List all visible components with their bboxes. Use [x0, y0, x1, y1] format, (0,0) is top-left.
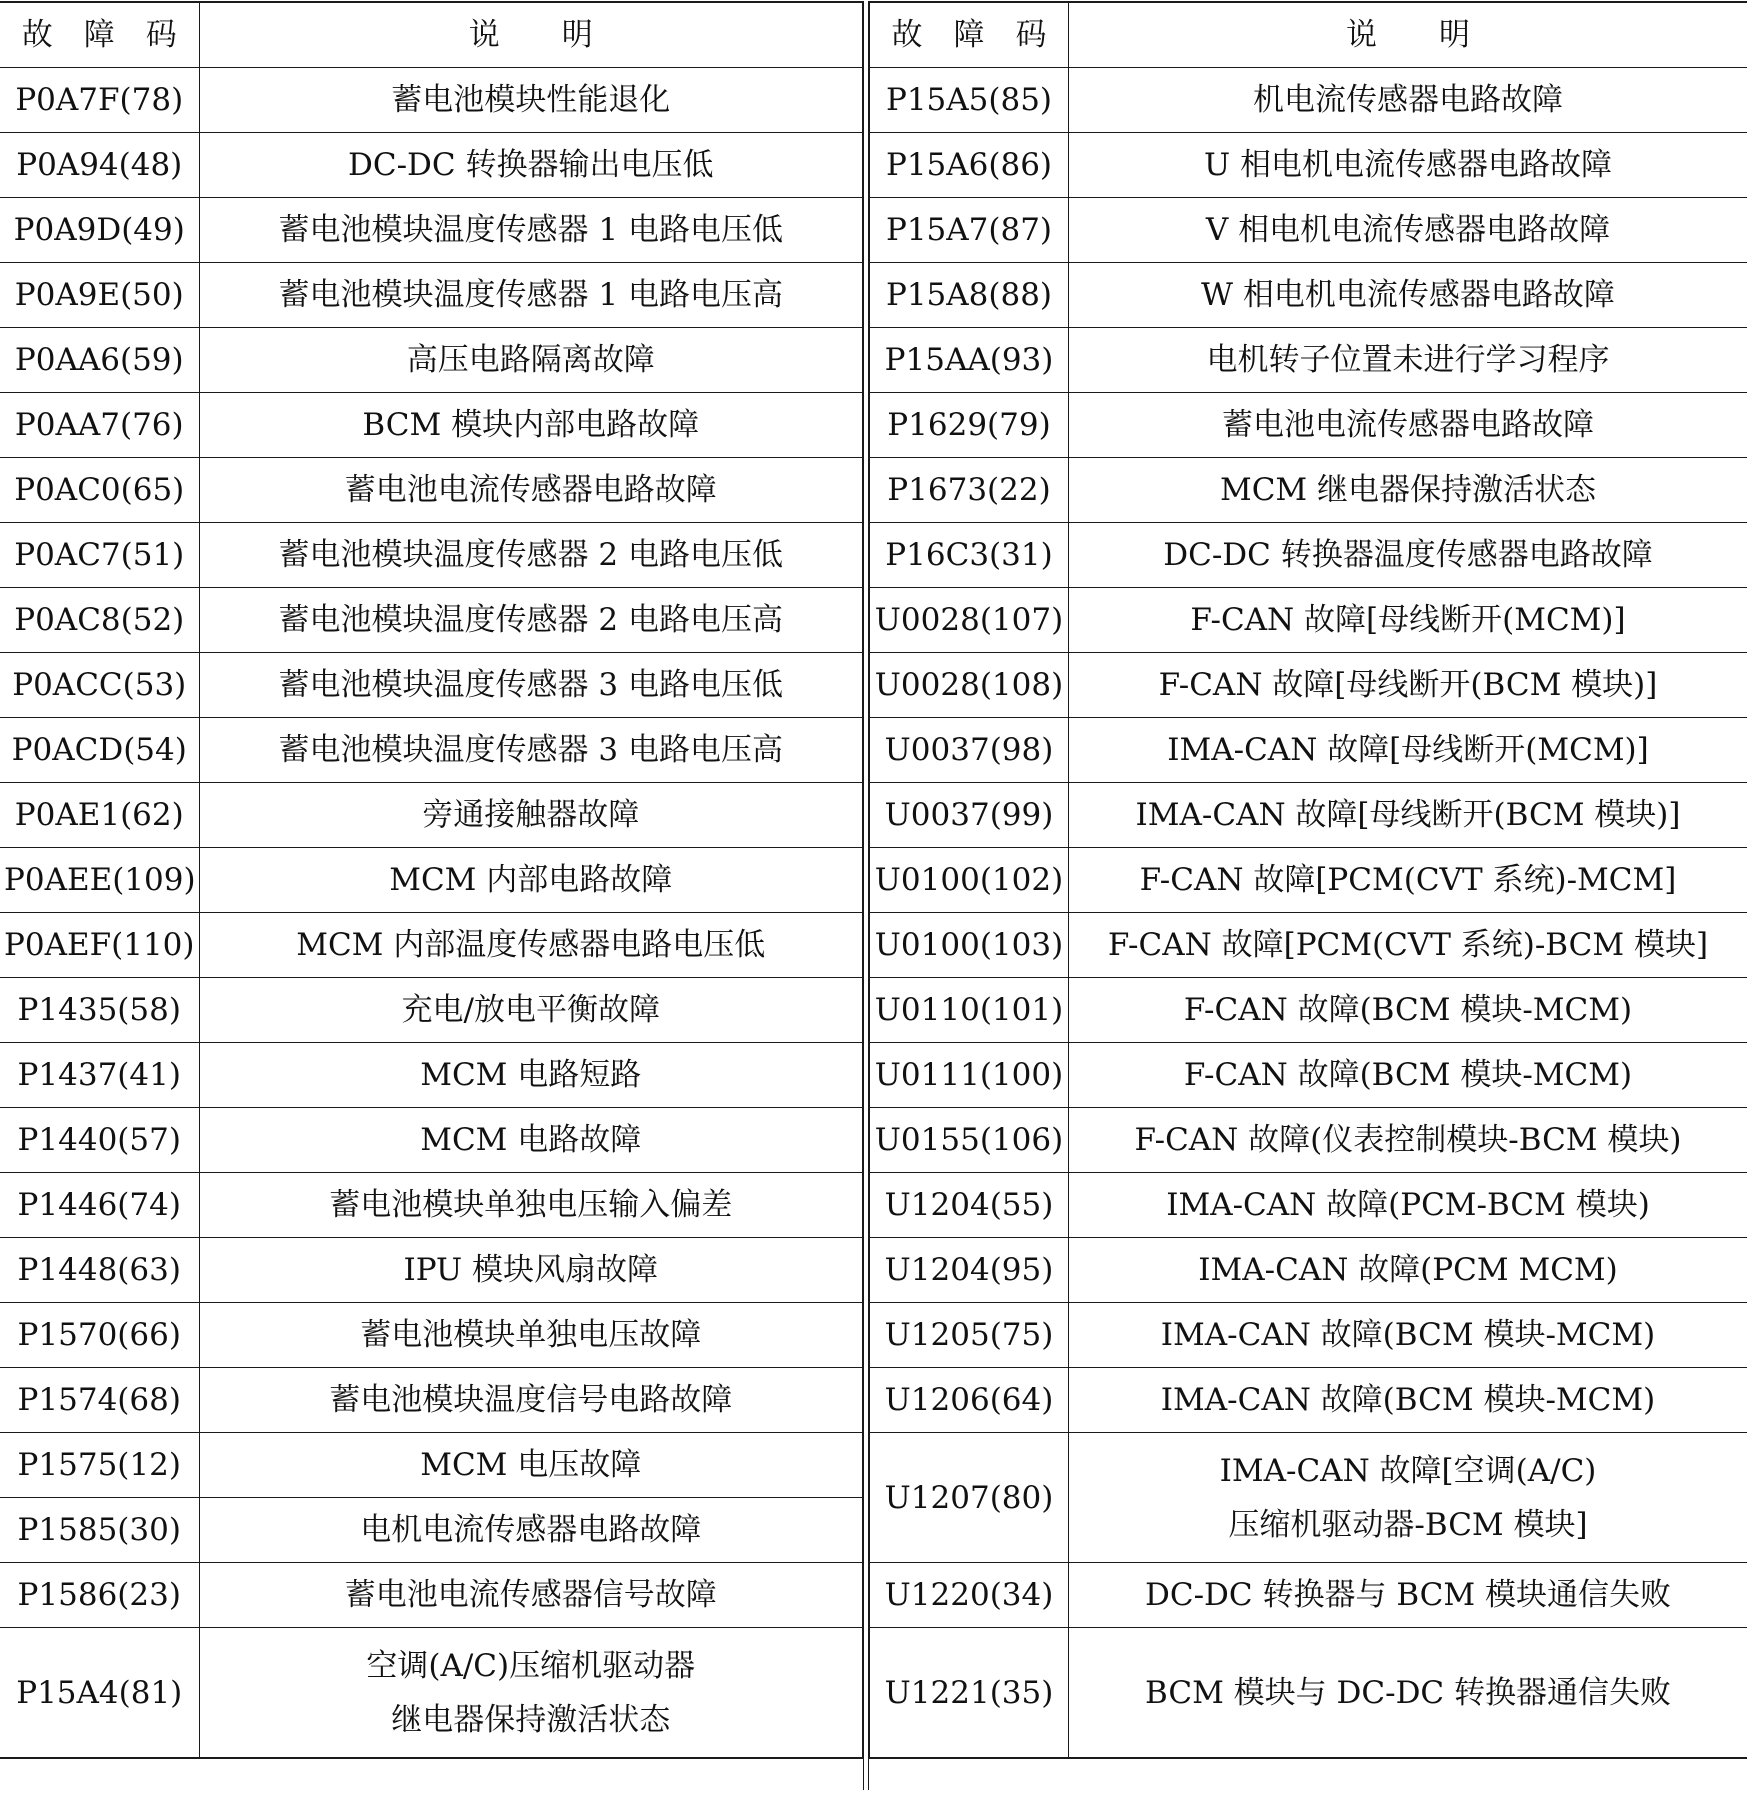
table-row: [0, 653, 863, 718]
fault-code-cell: P1575(12): [0, 1433, 199, 1498]
table-row: [0, 1108, 863, 1173]
description-cell: 蓄电池电流传感器信号故障: [199, 1563, 863, 1628]
table-row: [0, 718, 863, 783]
fault-code-cell: U0028(107): [870, 588, 1069, 653]
table-row: [870, 263, 1747, 328]
fault-code-cell: U0100(103): [870, 913, 1069, 978]
fault-code-cell: P1446(74): [0, 1173, 199, 1238]
description-cell: BCM 模块内部电路故障: [199, 393, 863, 458]
table-row: [0, 1433, 863, 1498]
table-row: [0, 523, 863, 588]
table-row: [0, 393, 863, 458]
table-row: [0, 1173, 863, 1238]
table-row: [870, 1238, 1747, 1303]
fault-code-cell: P0AEF(110): [0, 913, 199, 978]
description-cell: U 相电机电流传感器电路故障: [1069, 133, 1747, 198]
fault-code-cell: P0AA7(76): [0, 393, 199, 458]
fault-code-cell: U0037(98): [870, 718, 1069, 783]
description-cell: IMA-CAN 故障[母线断开(BCM 模块)]: [1069, 783, 1747, 848]
table-row: [870, 1368, 1747, 1433]
description-cell: IMA-CAN 故障[母线断开(MCM)]: [1069, 718, 1747, 783]
description-cell: [1069, 1433, 1747, 1563]
table-row: [0, 458, 863, 523]
fault-code-cell: P0AEE(109): [0, 848, 199, 913]
table-row: [870, 198, 1747, 263]
description-cell: IMA-CAN 故障(PCM-BCM 模块): [1069, 1173, 1747, 1238]
fault-code-cell: U1205(75): [870, 1303, 1069, 1368]
description-line: 继电器保持激活状态: [391, 1701, 671, 1738]
description-cell: BCM 模块与 DC-DC 转换器通信失败: [1069, 1628, 1747, 1759]
description-cell: 蓄电池模块性能退化: [199, 68, 863, 133]
table-row: [0, 198, 863, 263]
description-cell: 旁通接触器故障: [199, 783, 863, 848]
description-cell: MCM 电压故障: [199, 1433, 863, 1498]
description-cell: 蓄电池模块温度传感器 1 电路电压低: [199, 198, 863, 263]
description-cell: F-CAN 故障[PCM(CVT 系统)-MCM]: [1069, 848, 1747, 913]
table-row: [870, 653, 1747, 718]
fault-code-cell: P0A9E(50): [0, 263, 199, 328]
description-cell: 蓄电池模块温度传感器 1 电路电压高: [199, 263, 863, 328]
description-cell: F-CAN 故障(BCM 模块-MCM): [1069, 1043, 1747, 1108]
table-row: [870, 1563, 1747, 1628]
fault-code-cell: P0AC0(65): [0, 458, 199, 523]
table-row: [870, 1108, 1747, 1173]
table-row: [870, 1173, 1747, 1238]
description-cell: 高压电路隔离故障: [199, 328, 863, 393]
table-header-row: [0, 2, 863, 68]
table-header-row: [870, 2, 1747, 68]
fault-code-cell: P15A8(88): [870, 263, 1069, 328]
header-description: 说 明: [1069, 2, 1747, 68]
fault-code-cell: P1586(23): [0, 1563, 199, 1628]
dtc-table-right: [869, 1, 1747, 1759]
description-cell: 电机转子位置未进行学习程序: [1069, 328, 1747, 393]
fault-code-cell: P1435(58): [0, 978, 199, 1043]
fault-code-cell: U0155(106): [870, 1108, 1069, 1173]
table-row: [870, 718, 1747, 783]
fault-code-cell: U1221(35): [870, 1628, 1069, 1759]
dtc-table-left: [0, 1, 863, 1759]
table-row: [870, 588, 1747, 653]
table-row: [870, 393, 1747, 458]
fault-code-cell: U0028(108): [870, 653, 1069, 718]
table-row: [0, 1628, 863, 1759]
fault-code-cell: U0100(102): [870, 848, 1069, 913]
table-row: [0, 783, 863, 848]
description-cell: IMA-CAN 故障(BCM 模块-MCM): [1069, 1303, 1747, 1368]
fault-code-cell: P1570(66): [0, 1303, 199, 1368]
fault-code-cell: U0110(101): [870, 978, 1069, 1043]
table-row: [870, 133, 1747, 198]
description-cell: IMA-CAN 故障(BCM 模块-MCM): [1069, 1368, 1747, 1433]
header-fault-code: 故 障 码: [0, 2, 199, 68]
table-row: [0, 1238, 863, 1303]
description-line: 空调(A/C)压缩机驱动器: [366, 1647, 696, 1684]
table-row: [870, 978, 1747, 1043]
table-row: [0, 1368, 863, 1433]
fault-code-cell: P0A9D(49): [0, 198, 199, 263]
fault-code-cell: P0A94(48): [0, 133, 199, 198]
table-row: [870, 458, 1747, 523]
description-cell: F-CAN 故障[PCM(CVT 系统)-BCM 模块]: [1069, 913, 1747, 978]
description-line: 压缩机驱动器-BCM 模块]: [1228, 1506, 1588, 1543]
table-row: [870, 1628, 1747, 1759]
description-cell: 充电/放电平衡故障: [199, 978, 863, 1043]
description-cell: 蓄电池模块温度传感器 3 电路电压低: [199, 653, 863, 718]
description-cell: 蓄电池电流传感器电路故障: [1069, 393, 1747, 458]
table-row: [870, 913, 1747, 978]
table-row: [0, 588, 863, 653]
fault-code-cell: U1206(64): [870, 1368, 1069, 1433]
table-row: [870, 328, 1747, 393]
fault-code-cell: P1437(41): [0, 1043, 199, 1108]
fault-code-cell: P0AA6(59): [0, 328, 199, 393]
table-row: [0, 1303, 863, 1368]
fault-code-cell: U0037(99): [870, 783, 1069, 848]
fault-code-cell: U0111(100): [870, 1043, 1069, 1108]
table-row: [870, 1043, 1747, 1108]
fault-code-cell: P1673(22): [870, 458, 1069, 523]
table-row: [0, 1043, 863, 1108]
table-row: [0, 978, 863, 1043]
fault-code-cell: P15A6(86): [870, 133, 1069, 198]
table-row: [0, 263, 863, 328]
description-cell: IPU 模块风扇故障: [199, 1238, 863, 1303]
table-row: [870, 1303, 1747, 1368]
fault-code-cell: P1629(79): [870, 393, 1069, 458]
table-row: [0, 1498, 863, 1563]
description-cell: MCM 继电器保持激活状态: [1069, 458, 1747, 523]
description-cell: 蓄电池电流传感器电路故障: [199, 458, 863, 523]
table-row: [870, 783, 1747, 848]
description-cell: MCM 电路短路: [199, 1043, 863, 1108]
fault-code-cell: U1204(55): [870, 1173, 1069, 1238]
description-cell: DC-DC 转换器与 BCM 模块通信失败: [1069, 1563, 1747, 1628]
description-cell: [199, 1628, 863, 1759]
table-row: [0, 68, 863, 133]
description-cell: IMA-CAN 故障(PCM MCM): [1069, 1238, 1747, 1303]
header-fault-code: 故 障 码: [870, 2, 1069, 68]
description-cell: F-CAN 故障(BCM 模块-MCM): [1069, 978, 1747, 1043]
description-line: IMA-CAN 故障[空调(A/C): [1219, 1452, 1597, 1489]
description-cell: 机电流传感器电路故障: [1069, 68, 1747, 133]
description-cell: F-CAN 故障[母线断开(MCM)]: [1069, 588, 1747, 653]
fault-code-cell: U1207(80): [870, 1433, 1069, 1563]
description-cell: 电机电流传感器电路故障: [199, 1498, 863, 1563]
description-cell: MCM 电路故障: [199, 1108, 863, 1173]
description-cell: MCM 内部电路故障: [199, 848, 863, 913]
fault-code-cell: P0ACD(54): [0, 718, 199, 783]
fault-code-cell: P1574(68): [0, 1368, 199, 1433]
fault-code-cell: P0AC7(51): [0, 523, 199, 588]
fault-code-cell: U1220(34): [870, 1563, 1069, 1628]
description-cell: F-CAN 故障(仪表控制模块-BCM 模块): [1069, 1108, 1747, 1173]
table-row: [870, 68, 1747, 133]
description-cell: 蓄电池模块单独电压故障: [199, 1303, 863, 1368]
fault-code-cell: P15A7(87): [870, 198, 1069, 263]
fault-code-cell: P0ACC(53): [0, 653, 199, 718]
fault-code-cell: P16C3(31): [870, 523, 1069, 588]
table-row: [0, 328, 863, 393]
fault-code-cell: P0AC8(52): [0, 588, 199, 653]
description-cell: 蓄电池模块温度信号电路故障: [199, 1368, 863, 1433]
fault-code-cell: P15A5(85): [870, 68, 1069, 133]
description-cell: DC-DC 转换器输出电压低: [199, 133, 863, 198]
table-row: [870, 848, 1747, 913]
table-row: [0, 913, 863, 978]
description-cell: V 相电机电流传感器电路故障: [1069, 198, 1747, 263]
fault-code-cell: P15A4(81): [0, 1628, 199, 1759]
table-row: [870, 523, 1747, 588]
fault-code-cell: U1204(95): [870, 1238, 1069, 1303]
description-cell: 蓄电池模块温度传感器 3 电路电压高: [199, 718, 863, 783]
header-description: 说 明: [199, 2, 863, 68]
fault-code-cell: P15AA(93): [870, 328, 1069, 393]
description-cell: W 相电机电流传感器电路故障: [1069, 263, 1747, 328]
fault-code-cell: P1448(63): [0, 1238, 199, 1303]
description-cell: F-CAN 故障[母线断开(BCM 模块)]: [1069, 653, 1747, 718]
description-cell: DC-DC 转换器温度传感器电路故障: [1069, 523, 1747, 588]
description-cell: MCM 内部温度传感器电路电压低: [199, 913, 863, 978]
fault-code-cell: P1585(30): [0, 1498, 199, 1563]
table-row: [0, 1563, 863, 1628]
fault-code-cell: P0AE1(62): [0, 783, 199, 848]
description-cell: 蓄电池模块温度传感器 2 电路电压高: [199, 588, 863, 653]
table-row: [0, 848, 863, 913]
description-cell: 蓄电池模块单独电压输入偏差: [199, 1173, 863, 1238]
fault-code-cell: P1440(57): [0, 1108, 199, 1173]
description-cell: 蓄电池模块温度传感器 2 电路电压低: [199, 523, 863, 588]
fault-code-cell: P0A7F(78): [0, 68, 199, 133]
table-row: [870, 1433, 1747, 1563]
table-row: [0, 133, 863, 198]
